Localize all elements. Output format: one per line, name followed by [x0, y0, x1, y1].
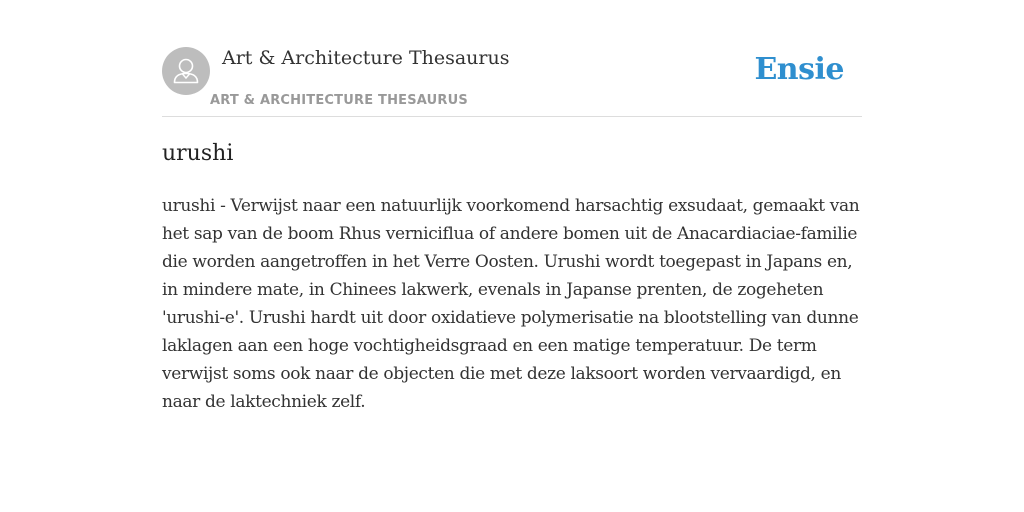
page-title: urushi: [162, 141, 234, 166]
ensie-logo[interactable]: Ensie: [754, 52, 844, 87]
header: [162, 46, 862, 117]
definition-text: urushi - Verwijst naar een natuurlijk voorkomend harsachtig exsudaat, gemaakt van het sap van de boom Rhus verniciflua of andere bomen uit de Anacardiaciae-familie die worden aangetroffen in het Verre Oosten. Urushi wordt toegepast in Japans en, in mindere mate, in Chinees lakwerk, evenals in Japanse prenten, de zogeheten 'urushi-e'. Urushi hardt uit door oxidatieve polymerisatie na blootstelling van dunne laklagen aan een hoge vochtigheidsgraad en een matige temperatuur. De term verwijst soms ook naar de objecten die met deze laksoort worden vervaardigd, en naar de laktechniek zelf.: [162, 196, 860, 412]
user-icon: [162, 47, 210, 95]
source-title[interactable]: Art & Architecture Thesaurus: [222, 47, 510, 69]
avatar[interactable]: [162, 47, 210, 95]
source-label[interactable]: ART & ARCHITECTURE THESAURUS: [210, 93, 468, 108]
